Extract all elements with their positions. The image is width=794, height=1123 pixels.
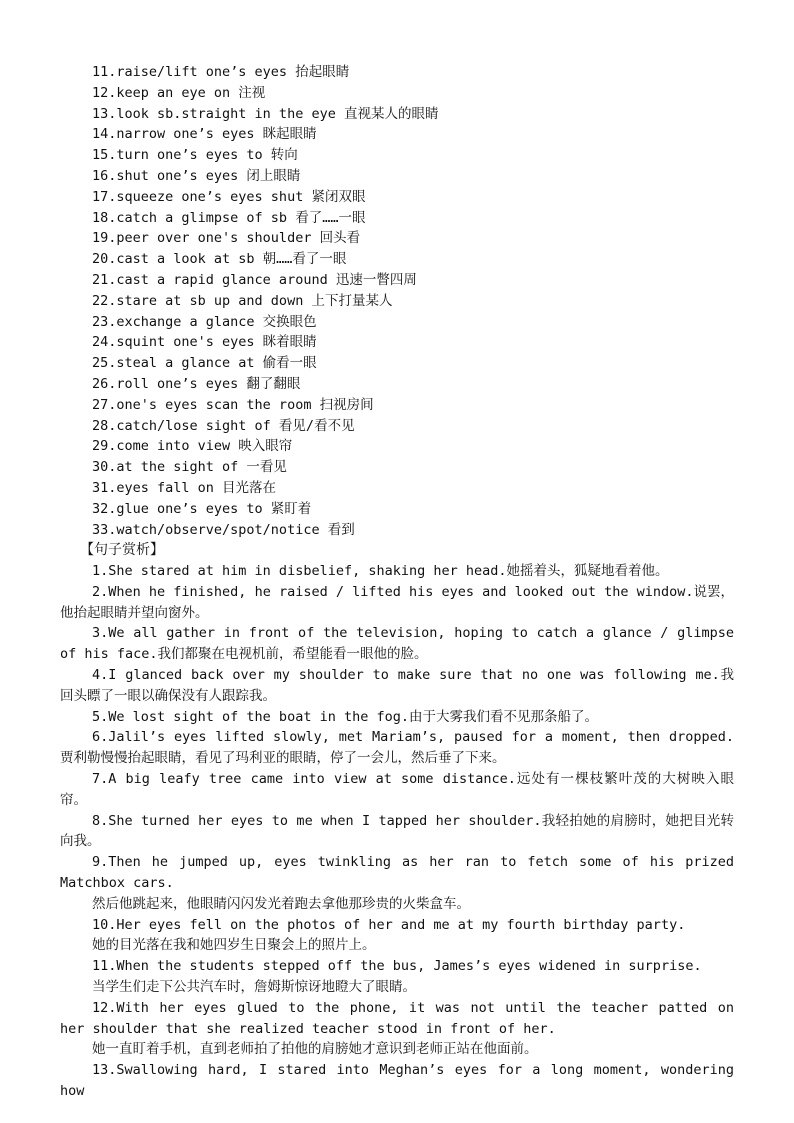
sentence-english: 2.When he finished, he raised / lifted his eyes and looked out the window. xyxy=(92,583,694,600)
sentence-english: 6.Jalil’s eyes lifted slowly, met Mariam’s, paused for a moment, then dropped. xyxy=(92,729,734,746)
phrase-item: 14.narrow one’s eyes 眯起眼睛 xyxy=(92,126,317,143)
sentence-item xyxy=(60,915,734,936)
sentence-item xyxy=(60,769,734,811)
sentence-english: 7.A big leafy tree came into view at some distance. xyxy=(92,770,516,787)
sentence-item xyxy=(60,561,734,582)
sentence-english: 11.When the students stepped off the bus, James’s eyes widened in surprise. xyxy=(92,958,702,975)
sentence-english: 5.We lost sight of the boat in the fog. xyxy=(92,708,409,725)
sentence-item xyxy=(60,707,734,728)
sentence-item xyxy=(60,623,734,665)
sentence-english: 10.Her eyes fell on the photos of her and me at my fourth birthday party. xyxy=(92,916,686,933)
phrase-item: 12.keep an eye on 注视 xyxy=(92,84,266,101)
sentence-item xyxy=(60,582,734,624)
sentence-chinese: 然后他跳起来，他眼睛闪闪发光着跑去拿他那珍贵的火柴盒车。 xyxy=(92,895,470,912)
sentence-chinese: 我轻拍她的肩膀时，她把目光转向我。 xyxy=(60,812,734,850)
sentence-item xyxy=(60,852,734,894)
phrase-item: 16.shut one’s eyes 闭上眼睛 xyxy=(92,167,301,184)
phrase-item: 30.at the sight of 一看见 xyxy=(92,459,287,476)
sentence-item xyxy=(60,956,734,977)
phrase-item: 17.squeeze one’s eyes shut 紧闭双眼 xyxy=(92,188,366,205)
phrase-item: 31.eyes fall on 目光落在 xyxy=(92,479,277,496)
sentence-list xyxy=(60,561,734,1102)
phrase-list xyxy=(92,62,752,540)
phrase-item: 22.stare at sb up and down 上下打量某人 xyxy=(92,292,393,309)
phrase-item: 25.steal a glance at 偷看一眼 xyxy=(92,355,317,372)
sentence-chinese: 她一直盯着手机，直到老师拍了拍他的肩膀她才意识到老师正站在他面前。 xyxy=(92,1041,538,1058)
phrase-item: 21.cast a rapid glance around 迅速一瞥四周 xyxy=(92,271,417,288)
phrase-item: 23.exchange a glance 交换眼色 xyxy=(92,313,317,330)
phrase-item: 28.catch/lose sight of 看见/看不见 xyxy=(92,417,355,434)
sentence-english: 9.Then he jumped up, eyes twinkling as her ran to fetch some of his prized Matchbox cars. xyxy=(60,854,734,891)
sentence-chinese: 贾利勒慢慢抬起眼睛，看见了玛利亚的眼睛，停了一会儿，然后垂了下来。 xyxy=(60,750,506,767)
phrase-item: 19.peer over one's shoulder 回头看 xyxy=(92,230,361,247)
sentence-chinese: 当学生们走下公共汽车时，詹姆斯惊讶地瞪大了眼睛。 xyxy=(92,978,416,995)
sentence-chinese: 她的目光落在我和她四岁生日聚会上的照片上。 xyxy=(92,937,376,954)
section-heading: 【句子赏析】 xyxy=(80,542,164,558)
sentence-item xyxy=(60,998,734,1040)
phrase-item: 33.watch/observe/spot/notice 看到 xyxy=(92,521,355,538)
sentence-item xyxy=(60,665,734,707)
sentence-chinese: 我们都聚在电视机前，希望能看一眼他的脸。 xyxy=(157,646,428,663)
phrase-item: 15.turn one’s eyes to 转向 xyxy=(92,147,298,164)
sentence-chinese: 我回头瞟了一眼以确保没有人跟踪我。 xyxy=(60,666,734,704)
phrase-item: 27.one's eyes scan the room 扫视房间 xyxy=(92,396,374,413)
phrase-item: 11.raise/lift one’s eyes 抬起眼睛 xyxy=(92,64,350,80)
sentence-english: 4.I glanced back over my shoulder to make sure that no one was following me. xyxy=(92,666,720,683)
phrase-item: 26.roll one’s eyes 翻了翻眼 xyxy=(92,375,301,392)
phrase-item: 18.catch a glimpse of sb 看了……一眼 xyxy=(92,209,366,226)
sentence-chinese: 由于大雾我们看不见那条船了。 xyxy=(408,708,598,725)
phrase-item: 13.look sb.straight in the eye 直视某人的眼睛 xyxy=(92,105,439,122)
sentence-chinese: 说罢，他抬起眼睛并望向窗外。 xyxy=(60,583,735,621)
phrase-item: 20.cast a look at sb 朝……看了一眼 xyxy=(92,251,347,268)
sentence-english: 1.She stared at him in disbelief, shaking her head. xyxy=(92,563,507,579)
sentence-item xyxy=(60,727,734,769)
sentence-english: 8.She turned her eyes to me when I tapped her shoulder. xyxy=(92,812,542,829)
sentence-english: 3.We all gather in front of the television, hoping to catch a glance / glimpse of his face. xyxy=(60,625,734,663)
phrase-item: 24.squint one's eyes 眯着眼睛 xyxy=(92,334,317,351)
sentence-chinese: 远处有一棵枝繁叶茂的大树映入眼帘。 xyxy=(60,770,735,808)
sentence-chinese: 她摇着头，狐疑地看着他。 xyxy=(506,563,669,579)
sentence-english: 13.Swallowing hard, I stared into Meghan’s eyes for a long moment, wondering how xyxy=(60,1062,734,1099)
sentence-english: 12.With her eyes glued to the phone, it was not until the teacher patted on her shoulder that she realized teacher stood in front of her. xyxy=(60,999,734,1037)
sentence-item xyxy=(60,1060,734,1102)
phrase-item: 29.come into view 映入眼帘 xyxy=(92,438,293,455)
phrase-item: 32.glue one’s eyes to 紧盯着 xyxy=(92,500,312,517)
sentence-item xyxy=(60,811,734,853)
